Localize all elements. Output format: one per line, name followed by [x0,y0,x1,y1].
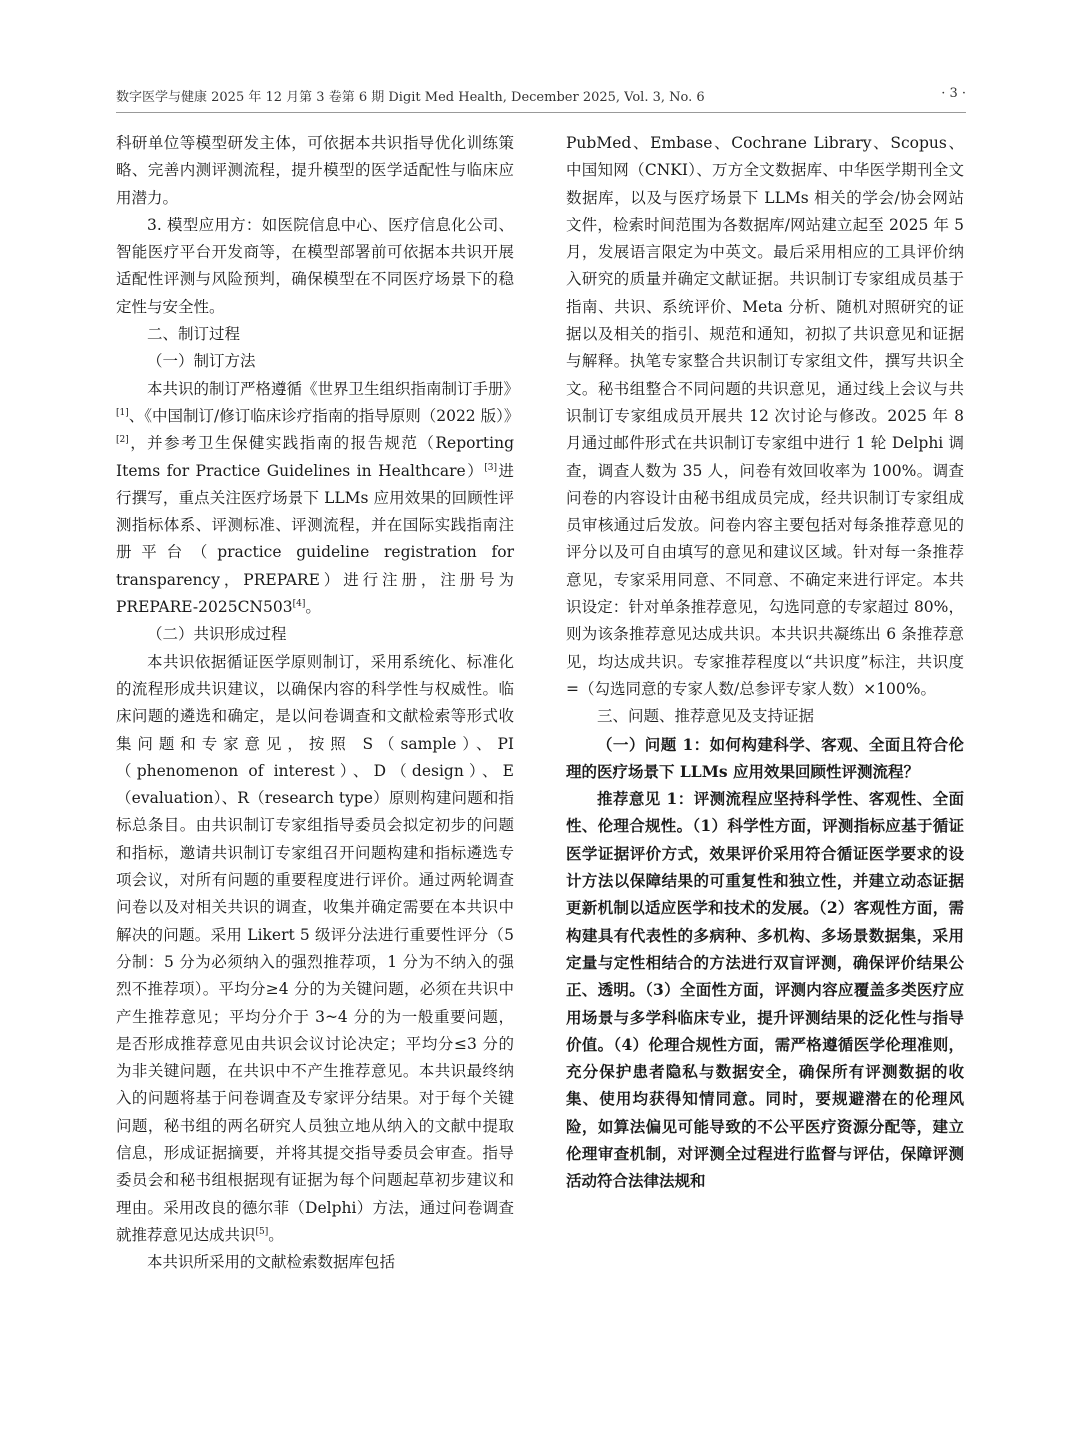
citation-2[interactable]: [2] [116,435,129,446]
paragraph-model-users: 3. 模型应用方：如医院信息中心、医疗信息化公司、智能医疗平台开发商等，在模型部署前可依据本共识开展适配性评测与风险预判，确保模型在不同医疗场景下的稳定性与安全性。 [116,215,514,316]
citation-4[interactable]: [4] [292,599,306,610]
journal-citation: 数字医学与健康 2025 年 12 月第 3 卷第 6 期 Digit Med Health, December 2025, Vol. 3, No. 6 [116,90,705,105]
paragraph-method: 本共识的制订严格遵循《世界卫生组织指南制订手册》[1]、《中国制订/修订临床诊疗指南的指导原则（2022 版）》[2]，并参考卫生保健实践指南的报告规范（Reporting Items for Practice Guidelines in Healthcare）[3]进行撰写，重点关注医疗场景下 LLMs 应用效果的回顾性评测指标体系、评测标准、评测流程，并在国际实践指南注册平台（practice guideline registration for transparency，PREPARE）进行注册，注册号为 PREPARE-2025CN503[4]。 [116,379,520,617]
recommendation-1: 推荐意见 1：评测流程应坚持科学性、客观性、全面性、伦理合规性。（1）科学性方面，评测指标应基于循证医学证据评价方式，效果评价采用符合循证医学要求的设计方法以保障结果的可重复性和独立性，并建立动态证据更新机制以适应医学和技术的发展。（2）客观性方面，需构建具有代表性的多病种、多机构、多场景数据集，采用定量与定性相结合的方法进行双盲评测，确保评价结果公正、透明。（3）全面性方面，评测内容应覆盖多类医疗应用场景与多学科临床专业，提升评测结果的泛化性与指导价值。（4）伦理合规性方面，需严格遵循医学伦理准则，充分保护患者隐私与数据安全，确保所有评测数据的收集、使用均获得知情同意。同时，要规避潜在的伦理风险，如算法偏见可能导致的不公平医疗资源分配等，建立伦理审查机制，对评测全过程进行监督与评估，保障评测活动符合法律法规和 [566,789,964,1191]
header-divider [116,112,966,113]
section-heading-2: 二、制订过程 [147,325,241,344]
right-column [566,130,964,1195]
paragraph-developers: 科研单位等模型研发主体，可依据本共识指导优化训练策略、完善内测评测流程，提升模型的医学适配性与临床应用潜力。 [116,134,514,207]
running-header [116,86,966,105]
citation-5[interactable]: [5] [255,1226,269,1237]
question-1-heading: （一）问题 1：如何构建科学、客观、全面且符合伦理的医疗场景下 LLMs 应用效果回顾性评测流程？ [566,734,964,781]
paragraph-literature-search: PubMed、Embase、Cochrane Library、Scopus、中国知网（CNKI）、万方全文数据库、中华医学期刊全文数据库，以及与医疗场景下 LLMs 相关的学会/协会网站文件，检索时间范围为各数据库/网站建立起至 2025 年 5 月，发展语言限定为中英文。最后采用相应的工具评价纳入研究的质量并确定文献证据。共识制订专家组成员基于指南、共识、系统评价、Meta 分析、随机对照研究的证据以及相关的指引、规范和通知，初拟了共识意见和证据与解释。执笔专家整合共识制订专家组文件，撰写共识全文。秘书组整合不同问题的共识意见，通过线上会议与共识制订专家组成员开展共 12 次讨论与修改。2025 年 8 月通过邮件形式在共识制订专家组中进行 1 轮 Delphi 调查，调查人数为 35 人，问卷有效回收率为 100%。调查问卷的内容设计由秘书组成员完成，经共识制订专家组成员审核通过后发放。问卷内容主要包括对每条推荐意见的评分以及可自由填写的意见和建议区域。针对每一条推荐意见，专家采用同意、不同意、不确定来进行评定。本共识设定：针对单条推荐意见，勾选同意的专家超过 80%，则为该条推荐意见达成共识。本共识共凝练出 6 条推荐意见，均达成共识。专家推荐程度以“共识度”标注，共识度=（勾选同意的专家人数/总参评专家人数）×100%。 [566,134,964,698]
page-number: · 3 · [941,86,966,101]
citation-3[interactable]: [3] [484,462,497,473]
paragraph-databases: 本共识所采用的文献检索数据库包括 [147,1253,396,1272]
citation-1[interactable]: [1] [116,407,129,418]
paragraph-process: 本共识依据循证医学原则制订，采用系统化、标准化的流程形成共识建议，以确保内容的科学性与权威性。临床问题的遴选和确定，是以问卷调查和文献检索等形式收集问题和专家意见，按照 S（sample）、PI（phenomenon of interest）、D（design）、E（evaluation）、R（research type）原则构建问题和指标总条目。由共识制订专家组指导委员会拟定初步的问题和指标，邀请共识制订专家组召开问题构建和指标遴选专项会议，对所有问题的重要程度进行评价。通过两轮调查问卷以及对相关共识的调查，收集并确定需要在本共识中解决的问题。采用 Likert 5 级评分法进行重要性评分（5 分制：5 分为必须纳入的强烈推荐项，1 分为不纳入的强烈不推荐项）。平均分≥4 分的为关键问题，必须在共识中产生推荐意见；平均分介于 3~4 分的为一般重要问题，是否形成推荐意见由共识会议讨论决定；平均分≤3 分的为非关键问题，在共识中不产生推荐意见。本共识最终纳入的问题将基于问卷调查及专家评分结果。对于每个关键问题，秘书组的两名研究人员独立地从纳入的文献中提取信息，形成证据摘要，并将其提交指导委员会审查。指导委员会和秘书组根据现有证据为每个问题起草初步建议和理由。采用改良的德尔菲（Delphi）方法，通过问卷调查就推荐意见达成共识[5]。 [116,652,514,1244]
section-heading-3: 三、问题、推荐意见及支持证据 [597,707,815,726]
subsection-heading-method: （一）制订方法 [147,352,256,371]
subsection-heading-process: （二）共识形成过程 [147,625,287,644]
left-column [116,130,520,1276]
